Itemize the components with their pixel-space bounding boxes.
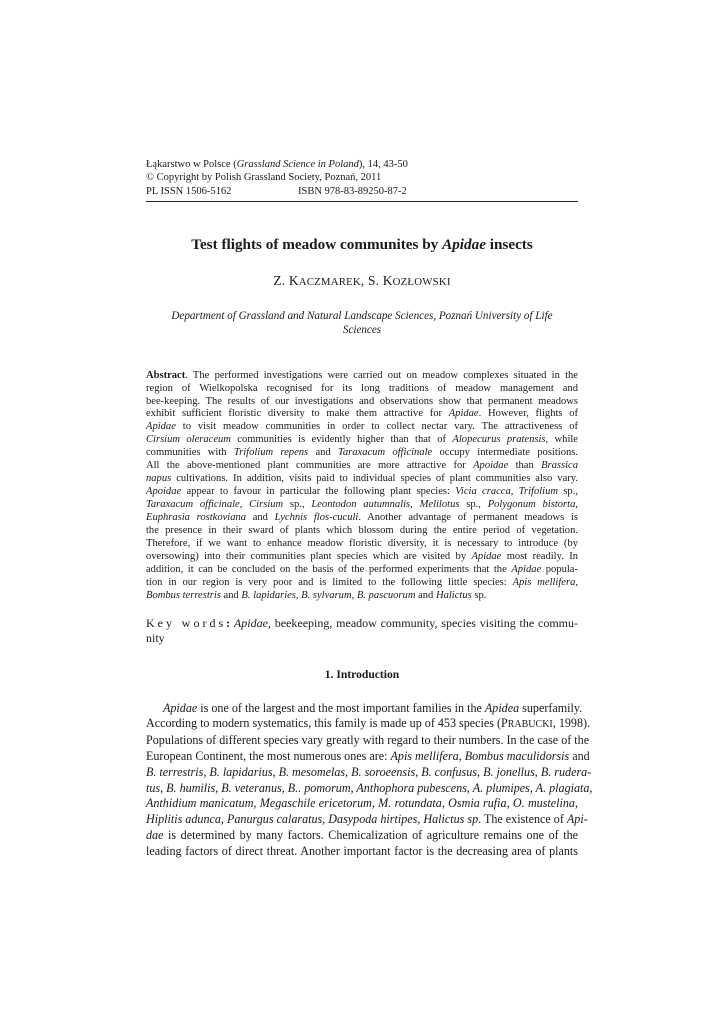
text-run: the presence in their sward of plants which blossom during the entire period of vegetation.	[146, 525, 578, 537]
abstract-line	[146, 486, 578, 499]
abstract-line	[146, 499, 578, 512]
text-run: sp.,	[558, 486, 578, 498]
text-run: . Another advantage of permanent meadows is	[358, 512, 578, 524]
italic-text: Brassica	[541, 460, 578, 472]
text-run: , while	[545, 434, 578, 446]
paper-page	[146, 158, 593, 860]
italic-text: Apidae	[471, 550, 502, 562]
text-run: and	[246, 512, 275, 524]
text-run: Therefore, if we want to enhance meadow floristic diversity, it is necessary to introduce (by	[146, 538, 578, 550]
italic-text: B. lapidaries, B. sylvarum, B. pascuorum	[241, 589, 416, 601]
text-run: ,	[415, 764, 422, 779]
italic-text: Lychnis flos-cuculi	[274, 512, 359, 524]
abstract-line	[146, 434, 578, 447]
italic-text: Cirsium oleraceum	[146, 434, 231, 446]
italic-text: B. confusus	[421, 764, 478, 779]
italic-text: napus	[146, 473, 172, 485]
italic-text: Polygonum bistorta	[487, 499, 576, 511]
abstract-line	[146, 590, 578, 603]
italic-text: Bombus maculidorsis	[464, 748, 570, 763]
text-run: All the above-mentioned plant communities are more attractive for	[146, 460, 474, 472]
abstract-line	[146, 512, 578, 525]
text-run: region of Wielkopolska recognised for its long traditions of meadow management and	[146, 382, 578, 394]
text-run: appear to favour in particular the following plant species:	[181, 486, 456, 498]
text-run: addition, it can be concluded on the basis of the performed experiments that the	[146, 563, 512, 575]
abstract-line	[146, 460, 578, 473]
abstract-line	[146, 421, 578, 434]
italic-text: Halictus sp	[423, 812, 479, 827]
text-run: ,	[534, 764, 541, 779]
copyright-line: © Copyright by Polish Grassland Society, Poznań, 2011	[146, 172, 382, 184]
italic-text: Halictus	[435, 589, 472, 601]
issn: PL ISSN 1506-5162	[146, 185, 232, 197]
abstract-line	[146, 447, 578, 460]
italic-text: Vicia cracca	[455, 486, 511, 498]
text-run: than	[508, 460, 542, 472]
text-run: According to modern systematics, this family is made up of 453 species (P	[146, 716, 508, 731]
italic-text: Apis mellifera	[390, 748, 459, 763]
italic-text: Leontodon autumnalis	[311, 499, 411, 511]
intro-line	[146, 700, 583, 717]
intro-line	[146, 716, 591, 733]
text-run: superfamily.	[519, 700, 583, 715]
text-run: ,	[510, 486, 519, 498]
intro-line	[146, 812, 588, 828]
abstract-line	[146, 370, 578, 383]
text-run: cultivations. In addition, visits paid to individual species of plant communities also vary.	[171, 473, 578, 485]
text-run: is one of the largest and the most important families in the	[197, 700, 485, 715]
italic-text: Taraxacum officinale	[337, 447, 433, 459]
introduction-text	[146, 700, 593, 860]
keywords: Key words: Apidae, beekeeping, meadow community, species visiting the commu- nity	[146, 615, 578, 646]
italic-text: Apidae	[448, 408, 479, 420]
affiliation: Department of Grassland and Natural Landscape Sciences, Poznań University of Life Sciences	[171, 310, 553, 337]
italic-text: Euphrasia rostkoviana	[146, 512, 247, 524]
italic-text: Apoidae	[473, 460, 509, 472]
isbn: ISBN 978-83-89250-87-2	[298, 185, 407, 197]
italic-text: Taraxacum officinale	[146, 499, 240, 511]
header-rule	[146, 201, 578, 202]
text-run: communities with	[146, 447, 234, 459]
italic-text: Apidae	[146, 421, 176, 433]
text-run: and	[415, 589, 436, 601]
abstract-line	[146, 538, 578, 551]
text-run: . However, flights of	[478, 408, 578, 420]
italic-text: B. terrestris, B. lapidarius, B. mesomelas	[146, 764, 346, 779]
abstract-label: Abstract	[146, 369, 186, 381]
text-run: ,	[477, 764, 484, 779]
text-run: ,	[239, 499, 250, 511]
text-run: ,	[575, 499, 578, 511]
text-run: European Continent, the most numerous ones are:	[146, 748, 391, 763]
abstract-line	[146, 525, 578, 538]
italic-text: B. soroeensis	[351, 764, 416, 779]
journal-title: Grassland Science in Poland	[236, 159, 359, 170]
text-run: sp.,	[283, 499, 312, 511]
text-run: . The existence of	[478, 812, 567, 827]
intro-line	[146, 748, 590, 765]
keywords-label: Key words	[146, 615, 227, 630]
text-run: and	[220, 589, 242, 601]
italic-text: B. humilis, B. veteranus, B.. pomorum, Anthophora pubescens, A. plumipes, A. plagiata,	[166, 780, 593, 795]
intro-line	[146, 844, 578, 860]
text-run: popula-	[541, 563, 578, 575]
abstract	[146, 370, 578, 603]
italic-text: Hiplitis adunca, Panurgus calaratus, Dasypoda hirtipes	[146, 812, 418, 827]
journal-header	[146, 158, 578, 198]
text-run: to visit meadow communities in order to collect nectar vary. The attractiveness of	[175, 421, 578, 433]
text-run: leading factors of direct threat. Another important factor is the decreasing area of plants	[146, 843, 578, 858]
abstract-line	[146, 408, 578, 421]
italic-text: Melilotus	[419, 499, 460, 511]
text-run: most readily. In	[501, 550, 578, 562]
italic-text: dae	[146, 827, 164, 842]
intro-line	[146, 780, 593, 797]
intro-line	[146, 828, 578, 844]
text-run: ,	[410, 499, 420, 511]
intro-line	[146, 733, 590, 749]
intro-line	[146, 796, 578, 812]
paper-title: Test flights of meadow communites by Apidae insects	[191, 236, 533, 254]
italic-text: Alopecurus pratensis	[452, 434, 546, 446]
text-run: oversowing) into their communities plant species which are visited by	[146, 550, 472, 562]
journal-citation: Łąkarstwo w Polsce (Grassland Science in Poland), 14, 43-50	[146, 159, 408, 170]
italic-text: Apidae	[511, 563, 542, 575]
text-run: bee-keeping. The results of our investigations and observations show that permanent meadows	[146, 395, 578, 407]
text-run: RABUCKI	[507, 719, 553, 731]
abstract-line	[146, 551, 578, 564]
abstract-line	[146, 396, 578, 409]
abstract-line	[146, 383, 578, 396]
text-run: ,	[417, 812, 424, 827]
text-run: and	[308, 447, 338, 459]
text-run: is determined by many factors. Chemicalization of agriculture remains one of the	[163, 827, 578, 842]
intro-line	[146, 764, 592, 781]
italic-text: Api-	[566, 812, 588, 827]
text-run: ,	[345, 764, 352, 779]
text-run: tion in our region is very poor and is limited to the following little species:	[146, 576, 513, 588]
text-run: Populations of different species vary greatly with regard to their numbers. In the case of the	[146, 733, 590, 748]
issn-isbn-line	[146, 185, 578, 198]
italic-text: Trifolium	[518, 486, 558, 498]
text-run: . The performed investigations were carried out on meadow complexes situated in the	[185, 369, 578, 381]
text-run: ,	[458, 748, 465, 763]
text-run: exhibit sufficient floristic diversity to make them attractive for	[146, 408, 449, 420]
italic-text: Apidea	[484, 700, 520, 715]
italic-text: Bombus terrestris	[146, 589, 221, 601]
text-run: sp.,	[459, 499, 488, 511]
authors: Z. KACZMAREK, S. KOZŁOWSKI	[273, 273, 451, 289]
italic-text: Anthidium manicatum, Megaschile ericetorum, M. rotundata, Osmia rufia, O. mustelina,	[146, 796, 578, 811]
italic-text: Apidae	[163, 700, 198, 715]
text-run: ,	[160, 780, 167, 795]
abstract-line	[146, 473, 578, 486]
text-run: , 1998).	[552, 716, 591, 731]
section-heading: 1. Introduction	[324, 667, 400, 681]
abstract-line	[146, 564, 578, 577]
italic-text: Trifolium repens	[233, 447, 309, 459]
italic-text: B. rudera-	[540, 764, 592, 779]
text-run: sp.	[471, 589, 487, 601]
italic-text: Cirsium	[249, 499, 284, 511]
italic-text: tus	[146, 780, 161, 795]
italic-text: Apoidae	[146, 486, 182, 498]
text-run: occupy intermediate positions.	[432, 447, 578, 459]
italic-text: B. jonellus	[483, 764, 535, 779]
text-run: communities is evidently higher than that of	[230, 434, 453, 446]
abstract-line	[146, 577, 578, 590]
italic-text: Apis mellifera,	[512, 576, 578, 588]
text-run: and	[569, 748, 590, 763]
